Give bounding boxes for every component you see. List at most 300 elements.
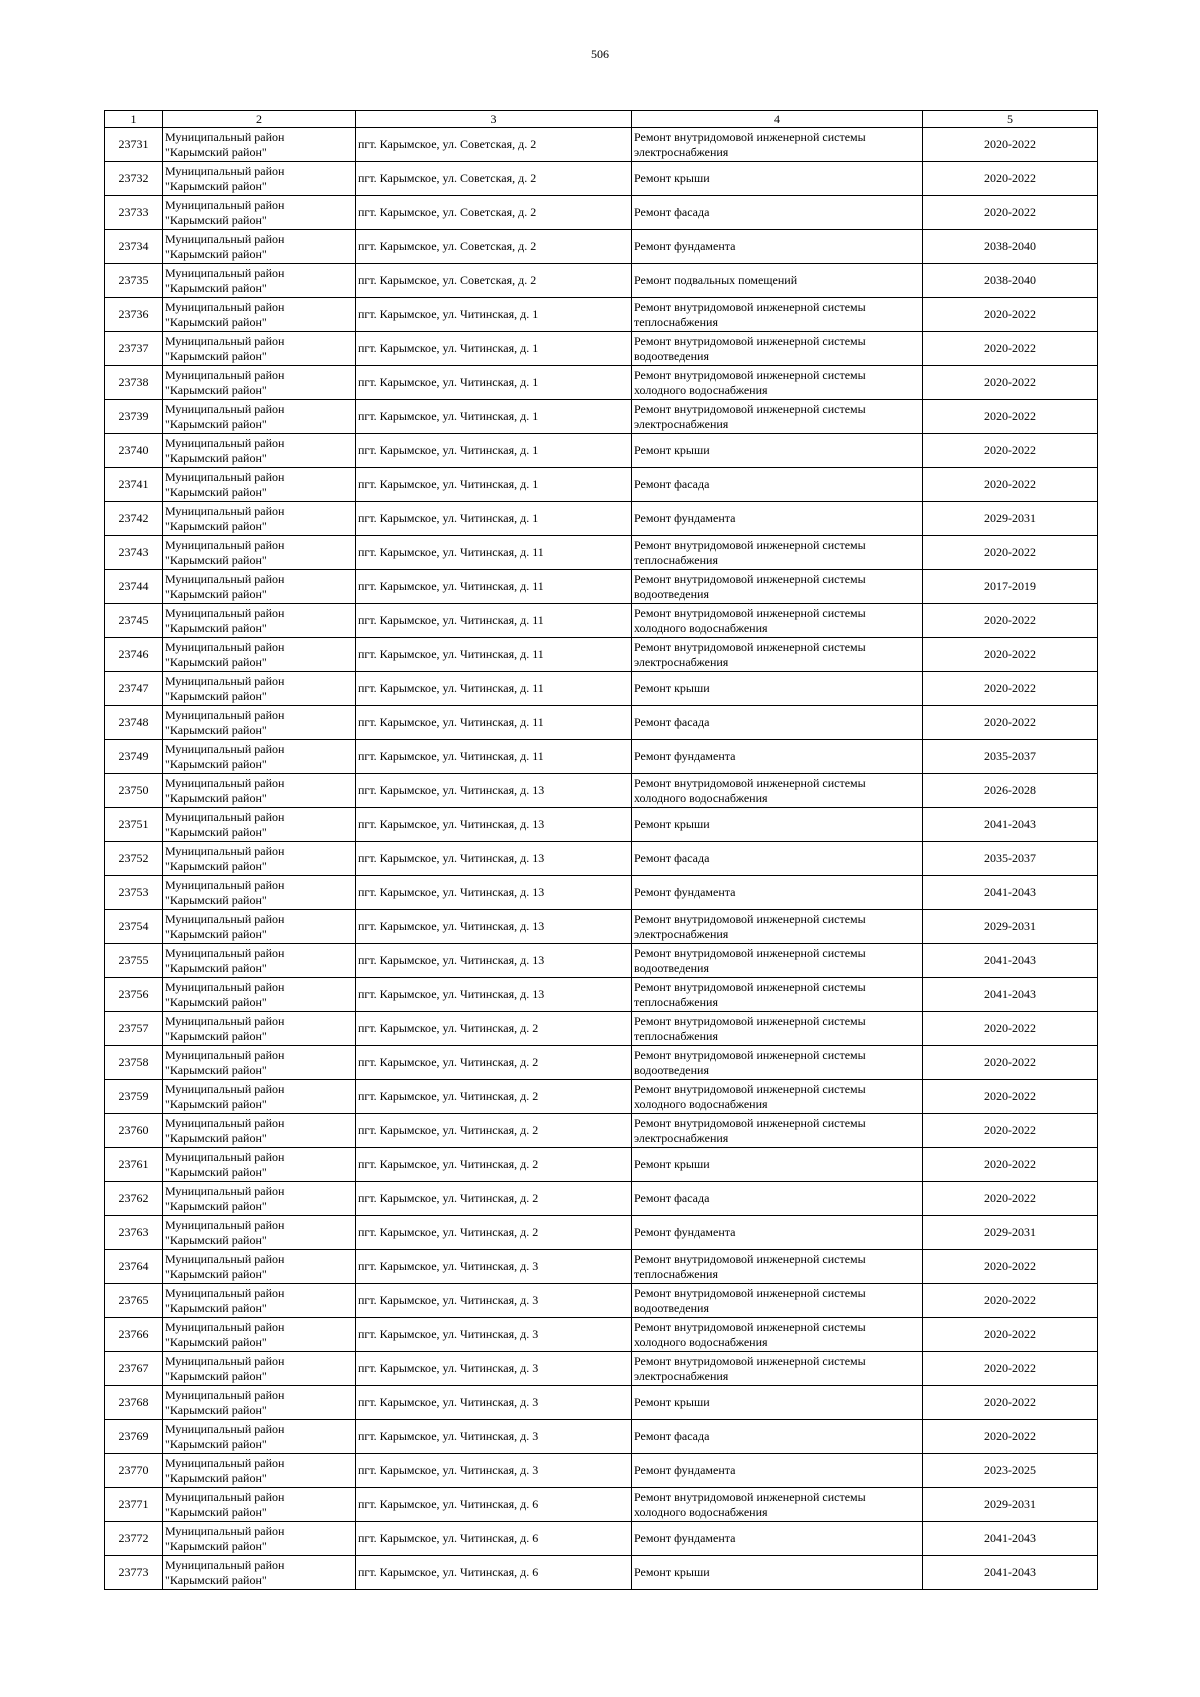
municipality-line: "Карымский район": [165, 144, 267, 159]
years-cell: 2020-2022: [923, 366, 1098, 400]
address-cell: пгт. Карымское, ул. Читинская, д. 13: [356, 808, 632, 842]
municipality-cell: [163, 604, 356, 638]
work-type-line: Ремонт крыши: [634, 443, 710, 457]
work-type-line: Ремонт крыши: [634, 681, 710, 695]
municipality-cell: [163, 638, 356, 672]
years-cell: 2020-2022: [923, 332, 1098, 366]
work-type-cell: [632, 1012, 923, 1046]
work-type-line: Ремонт фасада: [634, 851, 710, 865]
address-cell: пгт. Карымское, ул. Читинская, д. 3: [356, 1352, 632, 1386]
municipality-line: Муниципальный район: [165, 1353, 285, 1368]
work-type-line: Ремонт крыши: [634, 1157, 710, 1171]
municipality-line: "Карымский район": [165, 824, 267, 839]
municipality-cell: [163, 1114, 356, 1148]
table-row: [105, 1284, 1098, 1318]
municipality-cell: [163, 1046, 356, 1080]
years-cell: 2020-2022: [923, 1352, 1098, 1386]
work-type-line: водоотведения: [634, 1300, 709, 1315]
address-cell: пгт. Карымское, ул. Читинская, д. 11: [356, 570, 632, 604]
work-type-line: Ремонт фасада: [634, 1429, 710, 1443]
work-type-cell: [632, 1420, 923, 1454]
address-cell: пгт. Карымское, ул. Читинская, д. 2: [356, 1046, 632, 1080]
municipality-line: Муниципальный район: [165, 1489, 285, 1504]
table-row: [105, 366, 1098, 400]
table-row: [105, 196, 1098, 230]
work-type-cell: [632, 876, 923, 910]
address-cell: пгт. Карымское, ул. Читинская, д. 3: [356, 1386, 632, 1420]
municipality-line: Муниципальный район: [165, 1421, 285, 1436]
work-type-line: электроснабжения: [634, 1130, 729, 1145]
years-cell: 2035-2037: [923, 740, 1098, 774]
work-type-line: Ремонт фасада: [634, 1191, 710, 1205]
municipality-line: Муниципальный район: [165, 1081, 285, 1096]
row-number: 23768: [105, 1386, 163, 1420]
work-type-line: электроснабжения: [634, 416, 729, 431]
municipality-line: Муниципальный район: [165, 163, 285, 178]
row-number: 23770: [105, 1454, 163, 1488]
work-type-cell: [632, 1522, 923, 1556]
row-number: 23733: [105, 196, 163, 230]
address-cell: пгт. Карымское, ул. Советская, д. 2: [356, 264, 632, 298]
municipality-line: "Карымский район": [165, 1164, 267, 1179]
address-cell: пгт. Карымское, ул. Читинская, д. 1: [356, 366, 632, 400]
municipality-line: Муниципальный район: [165, 1183, 285, 1198]
years-cell: 2038-2040: [923, 230, 1098, 264]
table-row: [105, 842, 1098, 876]
table-row: [105, 264, 1098, 298]
column-header-5: 5: [923, 111, 1098, 128]
table-row: [105, 876, 1098, 910]
municipality-cell: [163, 1148, 356, 1182]
municipality-line: Муниципальный район: [165, 299, 285, 314]
municipality-line: "Карымский район": [165, 518, 267, 533]
row-number: 23743: [105, 536, 163, 570]
municipality-line: "Карымский район": [165, 450, 267, 465]
row-number: 23751: [105, 808, 163, 842]
row-number: 23734: [105, 230, 163, 264]
municipality-line: "Карымский район": [165, 654, 267, 669]
municipality-line: "Карымский район": [165, 246, 267, 261]
row-number: 23764: [105, 1250, 163, 1284]
work-type-line: Ремонт внутридомовой инженерной системы: [634, 367, 866, 382]
work-type-line: Ремонт фасада: [634, 715, 710, 729]
municipality-line: "Карымский район": [165, 756, 267, 771]
work-type-line: Ремонт внутридомовой инженерной системы: [634, 911, 866, 926]
years-cell: 2020-2022: [923, 1284, 1098, 1318]
row-number: 23766: [105, 1318, 163, 1352]
work-type-line: Ремонт фасада: [634, 477, 710, 491]
table-row: [105, 468, 1098, 502]
column-header-4: 4: [632, 111, 923, 128]
municipality-cell: [163, 196, 356, 230]
table-row: [105, 740, 1098, 774]
table-body: [105, 128, 1098, 1590]
municipality-cell: [163, 1250, 356, 1284]
work-type-line: Ремонт внутридомовой инженерной системы: [634, 1285, 866, 1300]
municipality-cell: [163, 536, 356, 570]
years-cell: 2020-2022: [923, 1114, 1098, 1148]
municipality-line: Муниципальный район: [165, 1387, 285, 1402]
years-cell: 2020-2022: [923, 1318, 1098, 1352]
address-cell: пгт. Карымское, ул. Читинская, д. 13: [356, 842, 632, 876]
municipality-cell: [163, 706, 356, 740]
municipality-line: "Карымский район": [165, 892, 267, 907]
table-row: [105, 1556, 1098, 1590]
work-type-cell: [632, 740, 923, 774]
address-cell: пгт. Карымское, ул. Читинская, д. 13: [356, 774, 632, 808]
work-type-cell: [632, 196, 923, 230]
work-type-cell: [632, 1284, 923, 1318]
address-cell: пгт. Карымское, ул. Читинская, д. 2: [356, 1148, 632, 1182]
work-type-line: холодного водоснабжения: [634, 790, 768, 805]
table-row: [105, 400, 1098, 434]
work-type-line: Ремонт фасада: [634, 205, 710, 219]
table-row: [105, 604, 1098, 638]
municipality-line: "Карымский район": [165, 960, 267, 975]
table-row: [105, 1182, 1098, 1216]
municipality-line: Муниципальный район: [165, 1047, 285, 1062]
work-type-line: Ремонт крыши: [634, 1395, 710, 1409]
work-type-line: Ремонт внутридомовой инженерной системы: [634, 1489, 866, 1504]
work-type-cell: [632, 1250, 923, 1284]
table-row: [105, 1522, 1098, 1556]
municipality-line: Муниципальный район: [165, 1217, 285, 1232]
table-row: [105, 230, 1098, 264]
work-type-cell: [632, 1114, 923, 1148]
row-number: 23763: [105, 1216, 163, 1250]
table-row: [105, 128, 1098, 162]
address-cell: пгт. Карымское, ул. Читинская, д. 1: [356, 298, 632, 332]
address-cell: пгт. Карымское, ул. Читинская, д. 2: [356, 1012, 632, 1046]
address-cell: пгт. Карымское, ул. Советская, д. 2: [356, 230, 632, 264]
work-type-cell: [632, 638, 923, 672]
years-cell: 2020-2022: [923, 162, 1098, 196]
municipality-line: Муниципальный район: [165, 265, 285, 280]
years-cell: 2041-2043: [923, 876, 1098, 910]
address-cell: пгт. Карымское, ул. Читинская, д. 3: [356, 1250, 632, 1284]
table-row: [105, 570, 1098, 604]
work-type-line: теплоснабжения: [634, 994, 718, 1009]
work-type-line: Ремонт фундамента: [634, 749, 736, 763]
table-row: [105, 1454, 1098, 1488]
work-type-line: Ремонт фундамента: [634, 1531, 736, 1545]
work-type-line: теплоснабжения: [634, 1266, 718, 1281]
work-type-line: электроснабжения: [634, 144, 729, 159]
table-row: [105, 298, 1098, 332]
municipality-line: Муниципальный район: [165, 877, 285, 892]
municipality-line: "Карымский район": [165, 1028, 267, 1043]
work-type-cell: [632, 162, 923, 196]
address-cell: пгт. Карымское, ул. Читинская, д. 3: [356, 1284, 632, 1318]
address-cell: пгт. Карымское, ул. Читинская, д. 13: [356, 876, 632, 910]
municipality-line: Муниципальный район: [165, 571, 285, 586]
row-number: 23748: [105, 706, 163, 740]
work-type-line: Ремонт фундамента: [634, 885, 736, 899]
column-number-row: [105, 111, 1098, 128]
years-cell: 2026-2028: [923, 774, 1098, 808]
table-row: [105, 1488, 1098, 1522]
municipality-line: "Карымский район": [165, 1096, 267, 1111]
municipality-line: "Карымский район": [165, 552, 267, 567]
row-number: 23758: [105, 1046, 163, 1080]
municipality-line: Муниципальный район: [165, 129, 285, 144]
municipality-cell: [163, 1420, 356, 1454]
municipality-line: "Карымский район": [165, 1504, 267, 1519]
work-type-cell: [632, 1216, 923, 1250]
years-cell: 2041-2043: [923, 1522, 1098, 1556]
municipality-cell: [163, 1012, 356, 1046]
municipality-line: "Карымский район": [165, 1436, 267, 1451]
municipality-line: Муниципальный район: [165, 1557, 285, 1572]
municipality-cell: [163, 298, 356, 332]
work-type-line: холодного водоснабжения: [634, 382, 768, 397]
municipality-line: Муниципальный район: [165, 639, 285, 654]
municipality-cell: [163, 128, 356, 162]
address-cell: пгт. Карымское, ул. Читинская, д. 11: [356, 604, 632, 638]
municipality-line: "Карымский район": [165, 382, 267, 397]
work-type-line: Ремонт внутридомовой инженерной системы: [634, 333, 866, 348]
work-type-cell: [632, 842, 923, 876]
municipality-cell: [163, 740, 356, 774]
municipality-line: "Карымский район": [165, 1266, 267, 1281]
municipality-line: "Карымский район": [165, 1538, 267, 1553]
table-row: [105, 978, 1098, 1012]
row-number: 23740: [105, 434, 163, 468]
municipality-cell: [163, 774, 356, 808]
work-type-cell: [632, 366, 923, 400]
years-cell: 2035-2037: [923, 842, 1098, 876]
work-type-line: Ремонт внутридомовой инженерной системы: [634, 775, 866, 790]
column-header-2: 2: [163, 111, 356, 128]
municipality-line: Муниципальный район: [165, 673, 285, 688]
municipality-cell: [163, 570, 356, 604]
work-type-cell: [632, 230, 923, 264]
work-type-line: Ремонт внутридомовой инженерной системы: [634, 1251, 866, 1266]
municipality-line: "Карымский район": [165, 416, 267, 431]
years-cell: 2029-2031: [923, 1488, 1098, 1522]
municipality-line: "Карымский район": [165, 484, 267, 499]
address-cell: пгт. Карымское, ул. Читинская, д. 13: [356, 910, 632, 944]
years-cell: 2029-2031: [923, 502, 1098, 536]
municipality-line: "Карымский район": [165, 926, 267, 941]
row-number: 23745: [105, 604, 163, 638]
municipality-line: "Карымский район": [165, 1062, 267, 1077]
row-number: 23765: [105, 1284, 163, 1318]
municipality-cell: [163, 332, 356, 366]
years-cell: 2020-2022: [923, 1250, 1098, 1284]
work-type-line: Ремонт подвальных помещений: [634, 273, 798, 287]
address-cell: пгт. Карымское, ул. Читинская, д. 6: [356, 1488, 632, 1522]
table-row: [105, 808, 1098, 842]
row-number: 23731: [105, 128, 163, 162]
municipality-cell: [163, 1556, 356, 1590]
municipality-line: "Карымский район": [165, 722, 267, 737]
row-number: 23755: [105, 944, 163, 978]
municipality-line: Муниципальный район: [165, 367, 285, 382]
row-number: 23756: [105, 978, 163, 1012]
address-cell: пгт. Карымское, ул. Читинская, д. 3: [356, 1420, 632, 1454]
address-cell: пгт. Карымское, ул. Читинская, д. 2: [356, 1114, 632, 1148]
years-cell: 2020-2022: [923, 1046, 1098, 1080]
years-cell: 2020-2022: [923, 672, 1098, 706]
work-type-line: водоотведения: [634, 586, 709, 601]
years-cell: 2041-2043: [923, 808, 1098, 842]
work-type-line: Ремонт внутридомовой инженерной системы: [634, 1081, 866, 1096]
work-type-line: водоотведения: [634, 1062, 709, 1077]
years-cell: 2020-2022: [923, 536, 1098, 570]
work-type-cell: [632, 604, 923, 638]
row-number: 23752: [105, 842, 163, 876]
municipality-line: Муниципальный район: [165, 1455, 285, 1470]
work-type-line: Ремонт внутридомовой инженерной системы: [634, 605, 866, 620]
work-type-line: холодного водоснабжения: [634, 620, 768, 635]
table-row: [105, 1386, 1098, 1420]
municipality-line: "Карымский район": [165, 1130, 267, 1145]
municipality-cell: [163, 978, 356, 1012]
row-number: 23767: [105, 1352, 163, 1386]
work-type-line: Ремонт внутридомовой инженерной системы: [634, 1319, 866, 1334]
address-cell: пгт. Карымское, ул. Читинская, д. 3: [356, 1318, 632, 1352]
table-row: [105, 1046, 1098, 1080]
address-cell: пгт. Карымское, ул. Советская, д. 2: [356, 162, 632, 196]
row-number: 23762: [105, 1182, 163, 1216]
table-row: [105, 434, 1098, 468]
table-row: [105, 1250, 1098, 1284]
work-type-cell: [632, 978, 923, 1012]
work-type-line: Ремонт крыши: [634, 1565, 710, 1579]
work-type-cell: [632, 1182, 923, 1216]
municipality-cell: [163, 1182, 356, 1216]
address-cell: пгт. Карымское, ул. Читинская, д. 13: [356, 944, 632, 978]
work-type-line: Ремонт внутридомовой инженерной системы: [634, 979, 866, 994]
table-row: [105, 332, 1098, 366]
table-row: [105, 1080, 1098, 1114]
municipality-line: "Карымский район": [165, 1572, 267, 1587]
work-type-line: Ремонт внутридомовой инженерной системы: [634, 571, 866, 586]
municipality-line: "Карымский район": [165, 586, 267, 601]
row-number: 23761: [105, 1148, 163, 1182]
municipality-line: Муниципальный район: [165, 197, 285, 212]
municipality-line: Муниципальный район: [165, 741, 285, 756]
municipality-line: "Карымский район": [165, 994, 267, 1009]
work-type-cell: [632, 1352, 923, 1386]
work-type-line: Ремонт фундамента: [634, 1225, 736, 1239]
municipality-line: Муниципальный район: [165, 1285, 285, 1300]
table-row: [105, 774, 1098, 808]
row-number: 23746: [105, 638, 163, 672]
work-type-cell: [632, 1454, 923, 1488]
municipality-cell: [163, 162, 356, 196]
row-number: 23771: [105, 1488, 163, 1522]
municipality-line: "Карымский район": [165, 1368, 267, 1383]
work-type-cell: [632, 1318, 923, 1352]
municipality-line: Муниципальный район: [165, 231, 285, 246]
municipality-line: "Карымский район": [165, 178, 267, 193]
municipality-cell: [163, 1080, 356, 1114]
municipality-line: Муниципальный район: [165, 1115, 285, 1130]
work-type-line: холодного водоснабжения: [634, 1504, 768, 1519]
municipality-cell: [163, 264, 356, 298]
work-type-cell: [632, 332, 923, 366]
municipality-line: "Карымский район": [165, 1232, 267, 1247]
municipality-cell: [163, 672, 356, 706]
municipality-line: Муниципальный район: [165, 911, 285, 926]
address-cell: пгт. Карымское, ул. Читинская, д. 2: [356, 1080, 632, 1114]
address-cell: пгт. Карымское, ул. Читинская, д. 6: [356, 1522, 632, 1556]
municipality-cell: [163, 230, 356, 264]
work-type-cell: [632, 1386, 923, 1420]
municipality-line: Муниципальный район: [165, 945, 285, 960]
years-cell: 2020-2022: [923, 298, 1098, 332]
work-type-cell: [632, 1080, 923, 1114]
municipality-line: "Карымский район": [165, 688, 267, 703]
years-cell: 2020-2022: [923, 604, 1098, 638]
municipality-line: "Карымский район": [165, 1402, 267, 1417]
years-cell: 2020-2022: [923, 1182, 1098, 1216]
address-cell: пгт. Карымское, ул. Читинская, д. 6: [356, 1556, 632, 1590]
work-type-line: водоотведения: [634, 348, 709, 363]
table-row: [105, 638, 1098, 672]
table-row: [105, 672, 1098, 706]
municipality-cell: [163, 1488, 356, 1522]
row-number: 23749: [105, 740, 163, 774]
work-type-cell: [632, 1488, 923, 1522]
row-number: 23739: [105, 400, 163, 434]
table-row: [105, 1420, 1098, 1454]
work-type-cell: [632, 264, 923, 298]
years-cell: 2038-2040: [923, 264, 1098, 298]
table-row: [105, 910, 1098, 944]
municipality-cell: [163, 1216, 356, 1250]
municipality-line: "Карымский район": [165, 348, 267, 363]
municipality-line: Муниципальный район: [165, 1149, 285, 1164]
municipality-line: "Карымский район": [165, 1198, 267, 1213]
years-cell: 2020-2022: [923, 468, 1098, 502]
work-type-line: Ремонт фундамента: [634, 511, 736, 525]
table-row: [105, 502, 1098, 536]
row-number: 23757: [105, 1012, 163, 1046]
years-cell: 2020-2022: [923, 1080, 1098, 1114]
row-number: 23759: [105, 1080, 163, 1114]
years-cell: 2020-2022: [923, 1386, 1098, 1420]
municipality-line: Муниципальный район: [165, 979, 285, 994]
row-number: 23750: [105, 774, 163, 808]
row-number: 23741: [105, 468, 163, 502]
municipality-cell: [163, 400, 356, 434]
work-type-line: Ремонт крыши: [634, 171, 710, 185]
work-type-cell: [632, 400, 923, 434]
municipality-cell: [163, 366, 356, 400]
municipality-line: "Карымский район": [165, 1470, 267, 1485]
address-cell: пгт. Карымское, ул. Советская, д. 2: [356, 196, 632, 230]
years-cell: 2020-2022: [923, 434, 1098, 468]
work-type-line: Ремонт внутридомовой инженерной системы: [634, 1013, 866, 1028]
years-cell: 2017-2019: [923, 570, 1098, 604]
municipality-line: "Карымский район": [165, 1334, 267, 1349]
municipality-cell: [163, 502, 356, 536]
years-cell: 2020-2022: [923, 638, 1098, 672]
row-number: 23742: [105, 502, 163, 536]
years-cell: 2029-2031: [923, 1216, 1098, 1250]
column-header-3: 3: [356, 111, 632, 128]
municipality-cell: [163, 1284, 356, 1318]
work-type-line: теплоснабжения: [634, 1028, 718, 1043]
years-cell: 2020-2022: [923, 400, 1098, 434]
work-type-cell: [632, 1046, 923, 1080]
work-type-cell: [632, 774, 923, 808]
table-row: [105, 706, 1098, 740]
work-type-cell: [632, 434, 923, 468]
